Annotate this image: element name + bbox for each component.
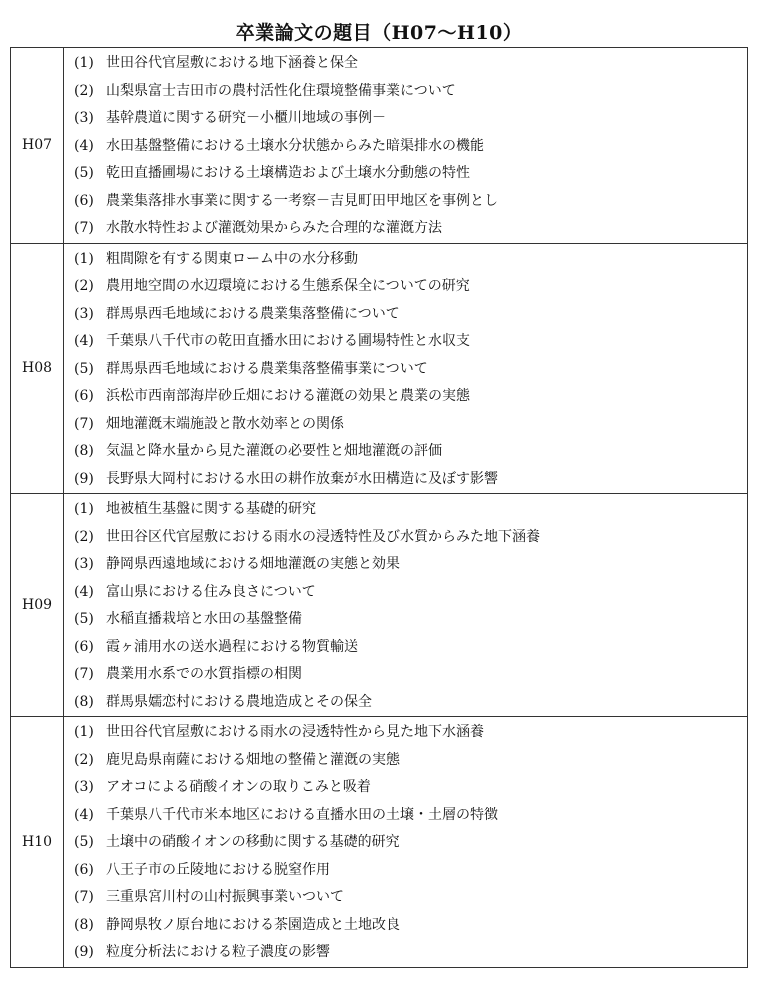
year-label: H09 [11, 494, 64, 717]
thesis-number: (7) [74, 666, 94, 682]
thesis-title: 基幹農道に関する研究－小櫃川地域の事例－ [106, 110, 386, 126]
thesis-item [64, 273, 747, 301]
thesis-title: 浜松市西南部海岸砂丘畑における灌漑の効果と農業の実態 [106, 388, 470, 404]
thesis-table-body [11, 48, 748, 968]
thesis-title: 千葉県八千代市米本地区における直播水田の土壌・土層の特徴 [106, 806, 498, 823]
thesis-title: 畑地灌漑末端施設と散水効率との関係 [106, 415, 344, 432]
thesis-title: 乾田直播圃場における土壌構造および土壌水分動態の特性 [106, 165, 470, 181]
thesis-number: (5) [74, 834, 94, 850]
thesis-title: 世田谷代官屋敷における雨水の浸透特性から見た地下水涵養 [106, 724, 484, 740]
thesis-title: アオコによる硝酸イオンの取りこみと吸着 [106, 779, 371, 795]
thesis-item [64, 579, 747, 607]
thesis-item [64, 551, 747, 579]
thesis-item [64, 689, 747, 717]
thesis-item [64, 133, 747, 161]
thesis-title: 粒度分析法における粒子濃度の影響 [106, 944, 330, 960]
thesis-item [64, 747, 747, 775]
year-section-h08 [11, 243, 748, 494]
thesis-item [64, 105, 747, 133]
thesis-number: (3) [74, 305, 94, 322]
thesis-item [64, 301, 747, 329]
thesis-number: (3) [74, 110, 94, 126]
thesis-number: (1) [74, 55, 94, 71]
thesis-item [64, 438, 747, 466]
thesis-number: (7) [74, 889, 94, 905]
thesis-title: 群馬県嬬恋村における農地造成とその保全 [106, 693, 372, 710]
thesis-title: 水稲直播栽培と水田の基盤整備 [106, 611, 302, 627]
thesis-number: (9) [74, 944, 94, 960]
thesis-item [64, 383, 747, 411]
thesis-item [64, 496, 747, 524]
thesis-number: (2) [74, 278, 94, 294]
thesis-list [64, 243, 748, 494]
thesis-title: 水田基盤整備における土壌水分状態からみた暗渠排水の機能 [106, 137, 484, 154]
thesis-number: (4) [74, 333, 94, 349]
thesis-item [64, 606, 747, 634]
thesis-number: (6) [74, 192, 94, 209]
thesis-title: 富山県における住み良さについて [106, 583, 316, 600]
thesis-item [64, 78, 747, 106]
thesis-title: 千葉県八千代市の乾田直播水田における圃場特性と水収支 [106, 333, 470, 349]
thesis-title: 土壌中の硝酸イオンの移動に関する基礎的研究 [106, 834, 400, 850]
thesis-number: (7) [74, 220, 94, 236]
thesis-item [64, 634, 747, 662]
thesis-title: 世田谷区代官屋敷における雨水の浸透特性及び水質からみた地下涵養 [106, 528, 540, 545]
thesis-title: 霞ヶ浦用水の送水過程における物質輸送 [106, 638, 358, 655]
thesis-number: (7) [74, 415, 94, 432]
thesis-item [64, 661, 747, 689]
thesis-title: 山梨県富士吉田市の農村活性化住環境整備事業について [106, 82, 456, 99]
thesis-title: 八王子市の丘陵地における脱窒作用 [106, 861, 330, 878]
thesis-item [64, 857, 747, 885]
thesis-item [64, 829, 747, 857]
thesis-number: (9) [74, 470, 94, 487]
thesis-number: (5) [74, 611, 94, 627]
thesis-table [10, 47, 748, 968]
year-section-h10 [11, 717, 748, 968]
thesis-number: (2) [74, 528, 94, 545]
thesis-number: (8) [74, 443, 94, 459]
thesis-number: (1) [74, 724, 94, 740]
page-title: 卒業論文の題目（H07〜H10） [235, 22, 523, 44]
thesis-title: 気温と降水量から見た灌漑の必要性と畑地灌漑の評価 [106, 443, 442, 459]
thesis-number: (8) [74, 693, 94, 710]
thesis-title: 静岡県西遠地域における畑地灌漑の実態と効果 [106, 556, 400, 572]
thesis-title: 粗間隙を有する関東ローム中の水分移動 [106, 250, 358, 267]
thesis-number: (4) [74, 806, 94, 823]
thesis-item [64, 466, 747, 494]
thesis-item [64, 160, 747, 188]
thesis-title: 鹿児島県南薩における畑地の整備と灌漑の実態 [106, 751, 400, 768]
thesis-number: (4) [74, 137, 94, 154]
thesis-list [64, 494, 748, 717]
thesis-number: (6) [74, 861, 94, 878]
thesis-item [64, 50, 747, 78]
thesis-title: 長野県大岡村における水田の耕作放棄が水田構造に及ぼす影響 [106, 470, 498, 487]
year-label: H07 [11, 48, 64, 244]
thesis-number: (5) [74, 165, 94, 181]
thesis-item [64, 719, 747, 747]
thesis-item [64, 215, 747, 243]
thesis-title: 水散水特性および灌漑効果からみた合理的な灌漑方法 [106, 220, 442, 236]
thesis-item [64, 188, 747, 216]
thesis-item [64, 356, 747, 384]
thesis-title: 群馬県西毛地域における農業集落整備事業について [106, 360, 428, 377]
thesis-number: (1) [74, 501, 94, 517]
thesis-item [64, 939, 747, 967]
thesis-item [64, 802, 747, 830]
thesis-number: (2) [74, 751, 94, 768]
thesis-title: 農業集落排水事業に関する一考察－吉見町田甲地区を事例とし [106, 192, 498, 209]
thesis-title: 世田谷代官屋敷における地下涵養と保全 [106, 55, 358, 71]
thesis-title: 静岡県牧ノ原台地における茶園造成と土地改良 [106, 916, 400, 933]
thesis-number: (4) [74, 583, 94, 600]
thesis-title: 群馬県西毛地域における農業集落整備について [106, 305, 400, 322]
thesis-title: 農用地空間の水辺環境における生態系保全についての研究 [106, 278, 470, 294]
thesis-number: (3) [74, 779, 94, 795]
year-label: H08 [11, 243, 64, 494]
thesis-number: (1) [74, 250, 94, 267]
year-label: H10 [11, 717, 64, 968]
thesis-item [64, 774, 747, 802]
thesis-number: (8) [74, 916, 94, 933]
thesis-item [64, 884, 747, 912]
thesis-item [64, 328, 747, 356]
thesis-number: (3) [74, 556, 94, 572]
thesis-list [64, 717, 748, 968]
thesis-number: (2) [74, 82, 94, 99]
thesis-title: 三重県宮川村の山村振興事業いついて [106, 889, 344, 905]
thesis-list [64, 48, 748, 244]
year-section-h07 [11, 48, 748, 244]
thesis-item [64, 524, 747, 552]
thesis-title: 地被植生基盤に関する基礎的研究 [106, 501, 316, 517]
thesis-item [64, 411, 747, 439]
thesis-number: (6) [74, 638, 94, 655]
thesis-item [64, 246, 747, 274]
thesis-number: (6) [74, 388, 94, 404]
thesis-number: (5) [74, 360, 94, 377]
year-section-h09 [11, 494, 748, 717]
thesis-item [64, 912, 747, 940]
thesis-title: 農業用水系での水質指標の相関 [106, 666, 302, 682]
